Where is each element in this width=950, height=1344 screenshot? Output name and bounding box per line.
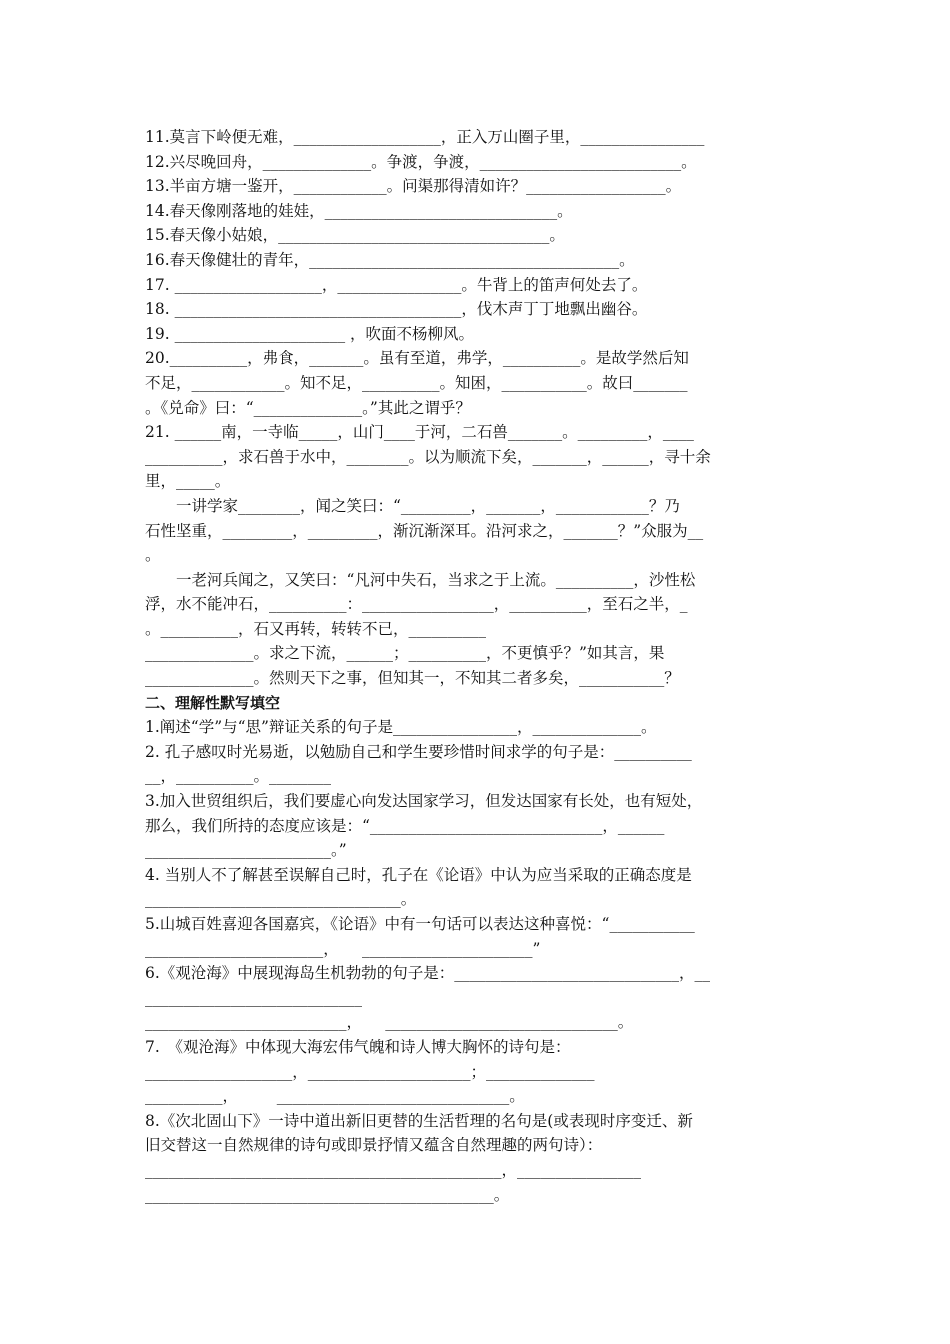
q21-line1: 21. ______南，一寺临_____，山门____于河，二石兽_______。_________，____ (145, 423, 694, 442)
u7-line3: __________， ______________________________。 (145, 1087, 525, 1106)
u6-line1: 6.《观沧海》中展现海岛生机勃勃的句子是：_____________________________，__ (145, 964, 711, 983)
q21-para2-line2: 石性坚重，_________，_________，渐沉渐深耳。沿河求之，_______？”众服为__ (145, 521, 704, 540)
u7-line2: ___________________，_____________________；______________ (145, 1062, 595, 1081)
q11: 11.莫言下岭便无难，___________________，正入万山圈子里，________________ (145, 128, 705, 146)
u4-line2: _________________________________。 (145, 890, 417, 909)
u4-line1: 4. 当别人不了解甚至误解自己时，孔子在《论语》中认为应当采取的正确态度是 (145, 865, 692, 884)
worksheet-page (145, 125, 825, 1207)
q12: 12.兴尽晚回舟，______________。争渡，争渡，__________________________。 (145, 152, 697, 171)
u5-line1: 5.山城百姓喜迎各国嘉宾，《论语》中有一句话可以表达这种喜悦：“___________ (145, 915, 695, 933)
u8-line4: _____________________________________________。 (145, 1185, 510, 1204)
u3-line3: ________________________。” (145, 841, 347, 860)
q17: 17. ___________________，________________。牛背上的笛声何处去了。 (145, 275, 648, 294)
q15: 15.春天像小姑娘，___________________________________。 (145, 226, 565, 245)
q21-line2: __________，求石兽于水中，________。以为顺流下矣，_______，______，寻十余 (145, 447, 711, 466)
u7-line1: 7. 《观沧海》中体现大海宏伟气魄和诗人博大胸怀的诗句是： (145, 1037, 571, 1056)
q13: 13.半亩方塘一鉴开，____________。问渠那得清如许？__________________。 (145, 177, 682, 196)
q20-line3: 。《兑命》曰：“______________。”其此之谓乎？ (145, 398, 471, 417)
q21-para3-line1: 一老河兵闻之，又笑曰：“凡河中失石，当求之于上流。__________，沙性松 (176, 570, 696, 589)
q21-para3-line3: 。__________，石又再转，转转不已，__________ (145, 619, 487, 638)
q21-para3-line2: 浮，水不能冲石，__________：_________________，__________，至石之半，_ (145, 595, 688, 614)
q20-line1: 20.__________，弗食，_______。虽有至道，弗学，__________。是故学然后知 (145, 349, 689, 368)
q21-para2-line3: 。 (145, 546, 161, 565)
q21-line3: 里，_____。 (145, 472, 231, 491)
u3-line1: 3.加入世贸组织后，我们要虚心向发达国家学习，但发达国家有长处，也有短处， (145, 792, 703, 811)
u6-line3: __________________________， ______________________________。 (145, 1013, 634, 1032)
u2-line2: __，__________。________ (145, 767, 332, 786)
q21-para3-line5: ______________。然则天下之事，但知其一，不知其二者多矣，___________？ (145, 669, 680, 688)
u3-line2: 那么，我们所持的态度应该是：“______________________________，______ (145, 816, 665, 835)
q20-line2: 不足，____________。知不足，__________。知困，___________。故曰_______ (145, 373, 688, 392)
u8-line2: 旧交替这一自然规律的诗句或即景抒情又蕴含自然理趣的两句诗）： (145, 1136, 603, 1155)
u5-line2: _______________________， ______________________” (145, 939, 541, 958)
u8-line3: ______________________________________________，________________ (145, 1160, 642, 1179)
q14: 14.春天像刚落地的娃娃，______________________________。 (145, 201, 573, 220)
q19: 19. ______________________ ，吹面不杨柳风。 (145, 324, 475, 343)
u2-line1: 2. 孔子感叹时光易逝，以勉励自己和学生要珍惜时间求学的句子是：__________ (145, 742, 692, 761)
q21-para2-line1: 一讲学家________，闻之笑曰：“_________，_______，____________？乃 (176, 496, 680, 515)
q18: 18. _____________________________________，伐木声丁丁地飘出幽谷。 (145, 300, 648, 319)
u6-line2: ____________________________ (145, 988, 362, 1007)
q21-para3-line4: ______________。求之下流，______；__________，不更慎乎？”如其言，果 (145, 644, 665, 663)
q16: 16.春天像健壮的青年，________________________________________。 (145, 250, 635, 269)
u8-line1: 8.《次北固山下》一诗中道出新旧更替的生活哲理的名句是(或表现时序变迁、新 (145, 1111, 693, 1130)
u1: 1.阐述“学”与“思”辩证关系的句子是________________，______________。 (145, 718, 657, 737)
section-heading: 二、理解性默写填空 (145, 693, 281, 712)
